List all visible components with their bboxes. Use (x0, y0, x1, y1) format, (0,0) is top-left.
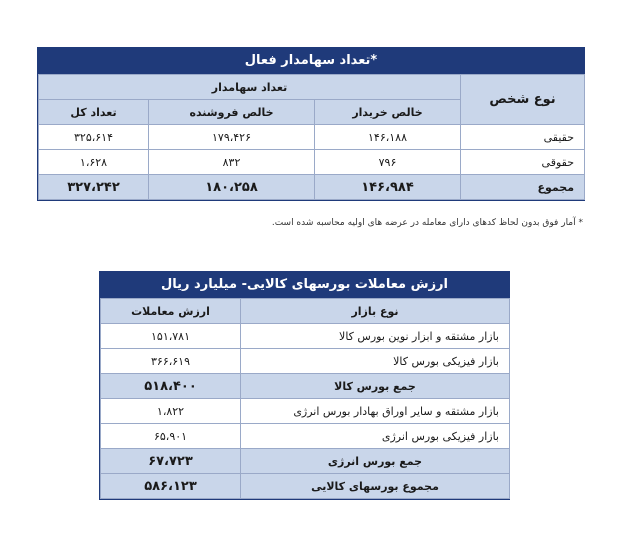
total-count-cell: ۳۲۵،۶۱۴ (39, 125, 149, 150)
commodity-exchange-table (99, 271, 510, 500)
table-row (39, 150, 585, 175)
net-buyer-cell: ۷۹۶ (315, 150, 461, 175)
sum-buyer-cell: ۱۴۶،۹۸۴ (315, 175, 461, 200)
trade-value-cell: ۶۷،۷۲۳ (101, 449, 241, 474)
table2-title: ارزش معاملات بورسهای کالایی- میلیارد ریال (100, 272, 509, 298)
net-seller-cell: ۸۳۲ (149, 150, 315, 175)
table2-grid (100, 298, 510, 499)
table-row (39, 125, 585, 150)
subtotal-row (101, 474, 510, 499)
market-type-cell: جمع بورس انرژی (241, 449, 510, 474)
sum-total-cell: ۳۲۷،۲۴۲ (39, 175, 149, 200)
net-seller-cell: ۱۷۹،۴۲۶ (149, 125, 315, 150)
trade-value-cell: ۳۶۶،۶۱۹ (101, 349, 241, 374)
market-type-cell: مجموع بورسهای کالایی (241, 474, 510, 499)
market-type-cell: بازار فیزیکی بورس کالا (241, 349, 510, 374)
trade-value-header: ارزش معاملات (101, 299, 241, 324)
market-type-cell: بازار فیزیکی بورس انرژی (241, 424, 510, 449)
table-row (101, 399, 510, 424)
net-buyer-cell: ۱۴۶،۱۸۸ (315, 125, 461, 150)
table1-title: تعداد سهامدار فعال* (38, 48, 584, 74)
table-row (101, 324, 510, 349)
person-type-cell: حقیقی (461, 125, 585, 150)
sum-label: مجموع (461, 175, 585, 200)
trade-value-cell: ۱۵۱،۷۸۱ (101, 324, 241, 349)
trade-value-cell: ۱،۸۲۲ (101, 399, 241, 424)
table-row (101, 349, 510, 374)
total-count-cell: ۱،۶۲۸ (39, 150, 149, 175)
sum-row (39, 175, 585, 200)
person-type-header: نوع شخص (461, 75, 585, 125)
active-shareholders-table (37, 47, 585, 201)
net-seller-header: خالص فروشنده (149, 100, 315, 125)
table-row (101, 424, 510, 449)
trade-value-cell: ۵۱۸،۴۰۰ (101, 374, 241, 399)
trade-value-cell: ۵۸۶،۱۲۳ (101, 474, 241, 499)
market-type-header: نوع بازار (241, 299, 510, 324)
person-type-cell: حقوقی (461, 150, 585, 175)
sum-seller-cell: ۱۸۰،۲۵۸ (149, 175, 315, 200)
trade-value-cell: ۶۵،۹۰۱ (101, 424, 241, 449)
footnote: * آمار فوق بدون لحاظ کدهای دارای معامله در عرضه های اولیه محاسبه شده است. (271, 218, 583, 228)
market-type-cell: بازار مشتقه و سایر اوراق بهادار بورس انرژی (241, 399, 510, 424)
total-count-header: تعداد کل (39, 100, 149, 125)
table1-grid (38, 74, 585, 200)
subtotal-row (101, 449, 510, 474)
market-type-cell: بازار مشتقه و ابزار نوین بورس کالا (241, 324, 510, 349)
market-type-cell: جمع بورس کالا (241, 374, 510, 399)
net-buyer-header: خالص خریدار (315, 100, 461, 125)
subtotal-row (101, 374, 510, 399)
group-header: تعداد سهامدار (39, 75, 461, 100)
